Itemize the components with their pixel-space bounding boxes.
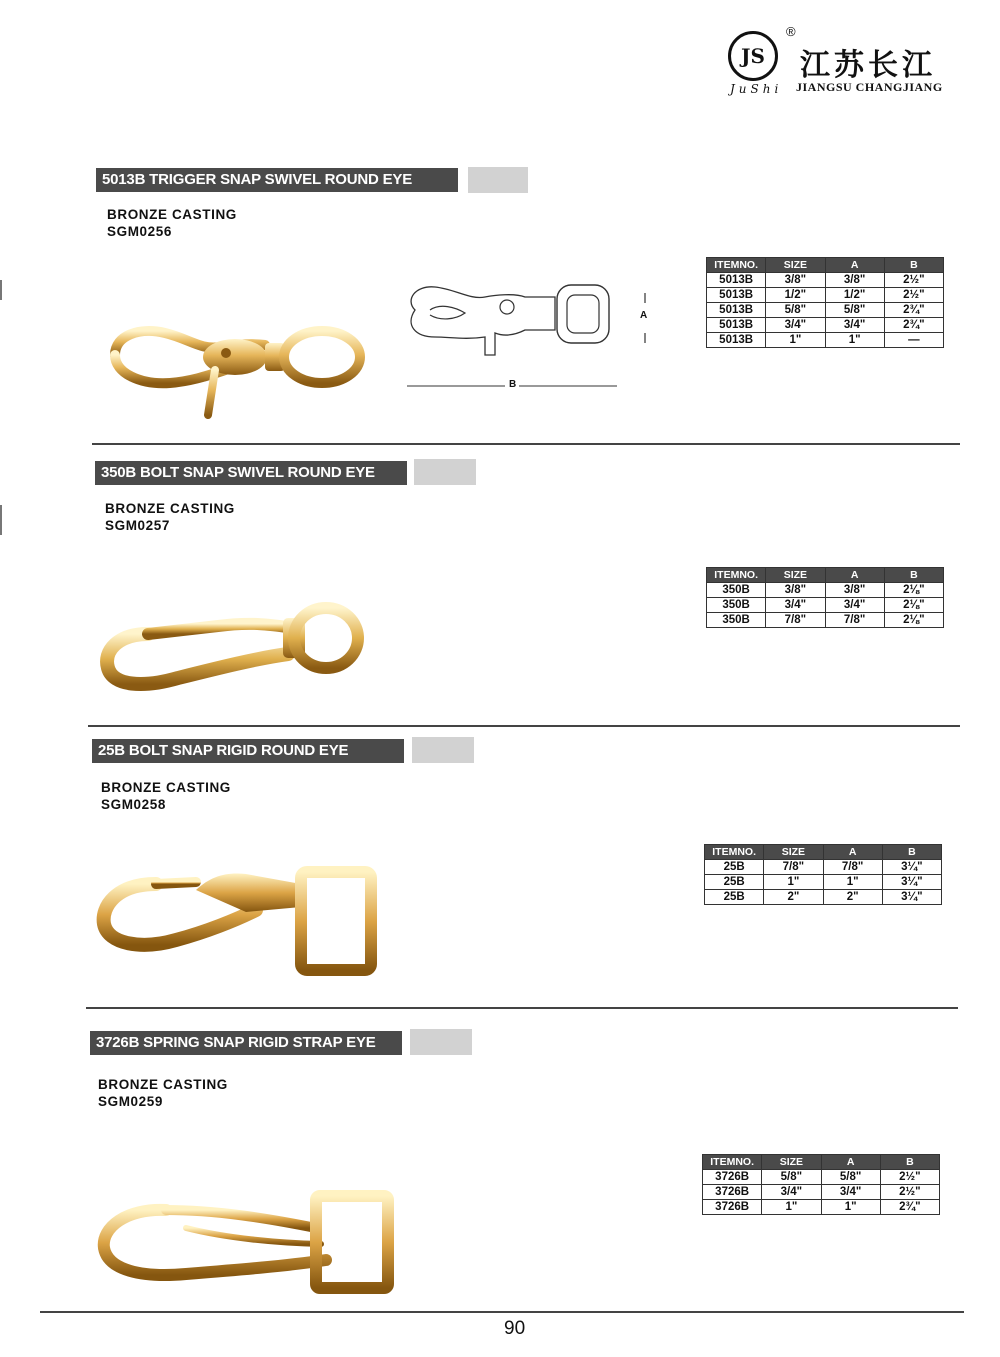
cell-item-no: 25B	[705, 890, 764, 905]
product-image-bolt-snap-rigid	[96, 862, 386, 977]
column-header-item-no: ITEMNO.	[705, 845, 764, 860]
cell-size: 1"	[764, 875, 823, 890]
cell-a: 1"	[821, 1200, 880, 1215]
material-label: BRONZE CASTING	[101, 780, 231, 795]
cell-size: 3/4"	[762, 1185, 821, 1200]
cell-b: 3¼"	[882, 875, 941, 890]
cell-b: 2¾"	[884, 318, 943, 333]
material-label: BRONZE CASTING	[105, 501, 235, 516]
cell-size: 3/8"	[766, 583, 825, 598]
cell-b: 2⅛"	[884, 598, 943, 613]
color-swatch	[412, 737, 474, 763]
cell-a: 3/8"	[825, 273, 884, 288]
company-name-chinese: 江苏长江	[800, 48, 936, 83]
cell-item-no: 3726B	[703, 1170, 762, 1185]
section-title: 3726B SPRING SNAP RIGID STRAP EYE	[90, 1031, 402, 1055]
section-title: 350B BOLT SNAP SWIVEL ROUND EYE	[95, 461, 407, 485]
column-header-a: A	[825, 568, 884, 583]
cell-b: 2⅛"	[884, 613, 943, 628]
table-row	[707, 273, 944, 288]
cell-a: 7/8"	[825, 613, 884, 628]
table-header-row	[707, 258, 944, 273]
section-title: 25B BOLT SNAP RIGID ROUND EYE	[92, 739, 404, 763]
table-row	[703, 1200, 940, 1215]
cell-b: 2½"	[884, 288, 943, 303]
cell-b: 3¼"	[882, 890, 941, 905]
cell-b: 2½"	[880, 1170, 939, 1185]
column-header-a: A	[821, 1155, 880, 1170]
table-row	[707, 598, 944, 613]
column-header-b: B	[882, 845, 941, 860]
column-header-a: A	[825, 258, 884, 273]
table-header-row	[707, 568, 944, 583]
cell-size: 3/4"	[766, 318, 825, 333]
section-divider	[88, 725, 960, 727]
technical-drawing-trigger-snap	[395, 275, 655, 395]
column-header-item-no: ITEMNO.	[707, 258, 766, 273]
dimension-label-b: B	[509, 379, 517, 390]
cell-item-no: 350B	[707, 613, 766, 628]
company-name-english: JIANGSU CHANGJIANG	[796, 80, 943, 94]
section-divider	[86, 1007, 958, 1009]
table-row	[703, 1170, 940, 1185]
cell-item-no: 5013B	[707, 273, 766, 288]
product-image-spring-snap-strap	[96, 1188, 406, 1298]
color-swatch	[410, 1029, 472, 1055]
column-header-item-no: ITEMNO.	[703, 1155, 762, 1170]
table-row	[707, 288, 944, 303]
table-header-row	[703, 1155, 940, 1170]
column-header-size: SIZE	[766, 568, 825, 583]
section-divider	[92, 443, 960, 445]
cell-a: 3/4"	[825, 598, 884, 613]
cell-item-no: 25B	[705, 860, 764, 875]
cell-b: 2⅛"	[884, 583, 943, 598]
column-header-size: SIZE	[766, 258, 825, 273]
cell-a: 5/8"	[821, 1170, 880, 1185]
cell-item-no: 5013B	[707, 318, 766, 333]
spec-table	[706, 567, 944, 628]
cell-item-no: 5013B	[707, 333, 766, 348]
cell-a: 3/8"	[825, 583, 884, 598]
cell-a: 3/4"	[821, 1185, 880, 1200]
table-row	[703, 1185, 940, 1200]
cell-size: 5/8"	[766, 303, 825, 318]
column-header-a: A	[823, 845, 882, 860]
dimension-label-a: A	[640, 310, 648, 321]
cell-b: 2¾"	[880, 1200, 939, 1215]
scan-edge-mark	[0, 280, 2, 300]
cell-b: 2½"	[880, 1185, 939, 1200]
column-header-item-no: ITEMNO.	[707, 568, 766, 583]
spec-table	[704, 844, 942, 905]
logo-initials: JS	[741, 44, 765, 68]
cell-a: 5/8"	[825, 303, 884, 318]
table-row	[707, 613, 944, 628]
table-row	[705, 875, 942, 890]
cell-size: 7/8"	[764, 860, 823, 875]
column-header-size: SIZE	[762, 1155, 821, 1170]
cell-item-no: 3726B	[703, 1185, 762, 1200]
cell-size: 1/2"	[766, 288, 825, 303]
column-header-b: B	[884, 568, 943, 583]
cell-a: 1/2"	[825, 288, 884, 303]
cell-b: 2½"	[884, 273, 943, 288]
cell-item-no: 350B	[707, 583, 766, 598]
cell-size: 1"	[762, 1200, 821, 1215]
table-row	[707, 318, 944, 333]
product-code: SGM0259	[98, 1094, 163, 1109]
column-header-b: B	[880, 1155, 939, 1170]
product-image-bolt-snap-swivel	[98, 596, 368, 696]
spec-table	[706, 257, 944, 348]
registered-mark: ®	[786, 24, 796, 39]
spec-table	[702, 1154, 940, 1215]
table-row	[707, 333, 944, 348]
cell-item-no: 25B	[705, 875, 764, 890]
product-code: SGM0258	[101, 797, 166, 812]
column-header-size: SIZE	[764, 845, 823, 860]
cell-b: —	[884, 333, 943, 348]
section-title: 5013B TRIGGER SNAP SWIVEL ROUND EYE	[96, 168, 458, 192]
cell-size: 3/4"	[766, 598, 825, 613]
cell-size: 7/8"	[766, 613, 825, 628]
material-label: BRONZE CASTING	[107, 207, 237, 222]
cell-size: 2"	[764, 890, 823, 905]
cell-size: 5/8"	[762, 1170, 821, 1185]
footer-divider	[40, 1311, 964, 1313]
logo-emblem	[728, 31, 778, 81]
cell-a: 3/4"	[825, 318, 884, 333]
cell-a: 7/8"	[823, 860, 882, 875]
cell-size: 3/8"	[766, 273, 825, 288]
color-swatch	[414, 459, 476, 485]
cell-item-no: 5013B	[707, 288, 766, 303]
cell-item-no: 5013B	[707, 303, 766, 318]
cell-b: 2¾"	[884, 303, 943, 318]
table-header-row	[705, 845, 942, 860]
cell-b: 3¼"	[882, 860, 941, 875]
table-row	[705, 860, 942, 875]
cell-item-no: 3726B	[703, 1200, 762, 1215]
table-row	[705, 890, 942, 905]
product-image-trigger-snap	[100, 315, 370, 425]
cell-a: 2"	[823, 890, 882, 905]
column-header-b: B	[884, 258, 943, 273]
product-code: SGM0257	[105, 518, 170, 533]
table-row	[707, 303, 944, 318]
product-code: SGM0256	[107, 224, 172, 239]
cell-a: 1"	[823, 875, 882, 890]
scan-edge-mark	[0, 505, 2, 535]
cell-item-no: 350B	[707, 598, 766, 613]
material-label: BRONZE CASTING	[98, 1077, 228, 1092]
page-number: 90	[504, 1318, 526, 1339]
cell-size: 1"	[766, 333, 825, 348]
cell-a: 1"	[825, 333, 884, 348]
logo-arc-text: JuShi	[730, 82, 783, 96]
color-swatch	[468, 167, 528, 193]
table-row	[707, 583, 944, 598]
